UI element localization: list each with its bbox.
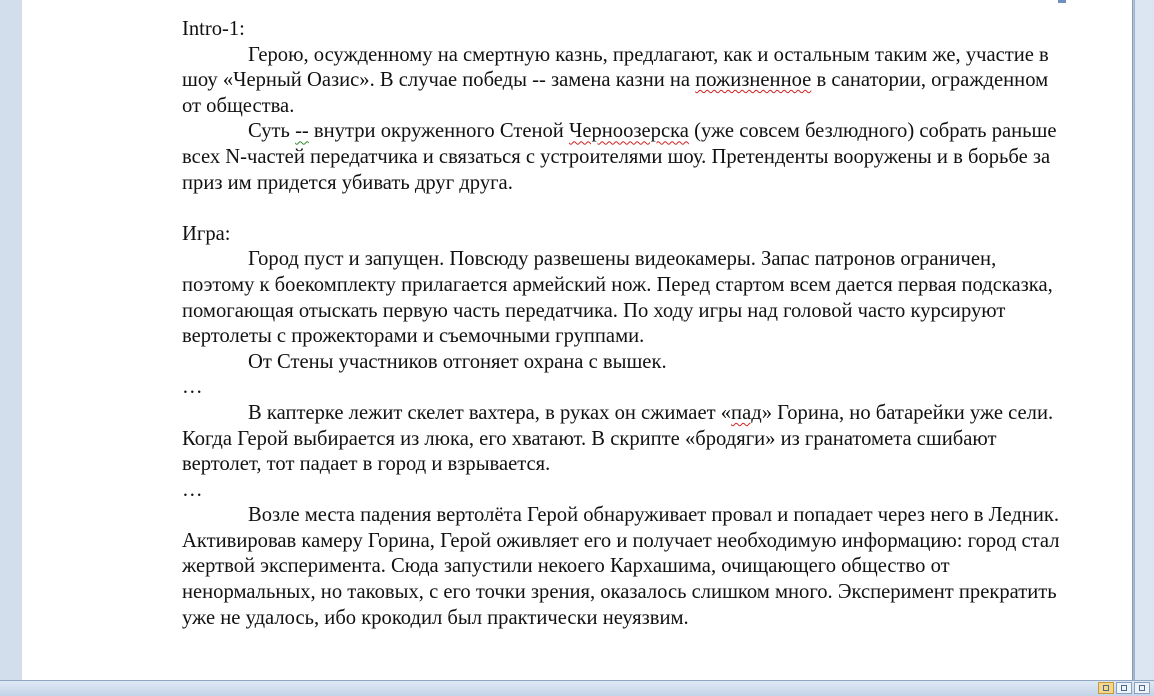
view-buttons	[1098, 682, 1150, 695]
empty-line	[182, 196, 1062, 222]
game-heading: Игра:	[182, 222, 231, 245]
intro-paragraph-2	[182, 119, 1062, 196]
document-page[interactable]	[22, 0, 1132, 680]
game-paragraph-2: От Стены участников отгоняет охрана с вышек.	[248, 350, 667, 373]
vertical-scrollbar[interactable]	[1134, 0, 1154, 680]
web-layout-icon[interactable]	[1134, 682, 1150, 694]
spelling-error-word[interactable]: пад	[731, 401, 762, 424]
ruler-marker	[1058, 0, 1066, 3]
text-run: в санатории, огражденном от общества.	[182, 69, 1049, 117]
text-run: Герою, осужденному на смертную казнь, предлагают, как и остальным таким же, участие в шоу «Черный Оазис». В случае победы -- замена казни на	[182, 43, 1049, 92]
document-text[interactable]	[182, 17, 1062, 631]
text-run: В каптерке лежит скелет вахтера, в руках он сжимает «	[248, 401, 732, 424]
intro-heading: Intro-1:	[182, 18, 245, 40]
text-run: (уже совсем безлюдного) собрать раньше всех N-частей передатчика и связаться с устроителями шоу. Претенденты вооружены и в борьбе за приз им придется убивать друг друга.	[182, 120, 1057, 194]
spelling-error-word[interactable]: Черноозерска	[568, 120, 689, 143]
game-paragraph-4: Возле места падения вертолёта Герой обнаруживает провал и попадает через него в Ледник. Активировав камеру Горина, Герой оживляет его и получает необходимую информацию: город стал жертвой эксперимента. Сюда запустили некоего Кархашима, очищающего общество от ненормальных, но таковых, с его точки зрения, оказалось слишком много. Эксперимент прекратить уже не удалось, ибо крокодил был практически неуязвим.	[182, 504, 1060, 629]
status-bar	[0, 680, 1154, 696]
text-run: Суть	[248, 120, 296, 143]
ellipsis-line: …	[182, 376, 203, 399]
full-screen-reading-icon[interactable]	[1116, 682, 1132, 694]
text-run: » Горина, но батарейки уже сели. Когда Герой выбирается из люка, его хватают. В скрипте «бродяги» из гранатомета сшибают вертолет, тот падает в город и взрывается.	[182, 401, 1054, 476]
ellipsis-line: …	[182, 478, 203, 501]
spelling-error-word[interactable]: пожизненное	[695, 69, 812, 92]
intro-paragraph-1	[182, 43, 1062, 120]
print-layout-icon[interactable]	[1098, 682, 1114, 694]
game-paragraph-3	[182, 401, 1062, 478]
left-margin-area	[0, 0, 22, 680]
text-run: внутри окруженного Стеной	[308, 120, 569, 143]
grammar-error-mark[interactable]: --	[295, 120, 309, 143]
game-paragraph-1: Город пуст и запущен. Повсюду развешены видеокамеры. Запас патронов ограничен, поэтому к боекомплекту прилагается армейский нож. Перед стартом всем дается первая подсказка, помогающая отыскать первую часть передатчика. По ходу игры над головой часто курсируют вертолеты с прожекторами и съемочными группами.	[182, 248, 1053, 348]
